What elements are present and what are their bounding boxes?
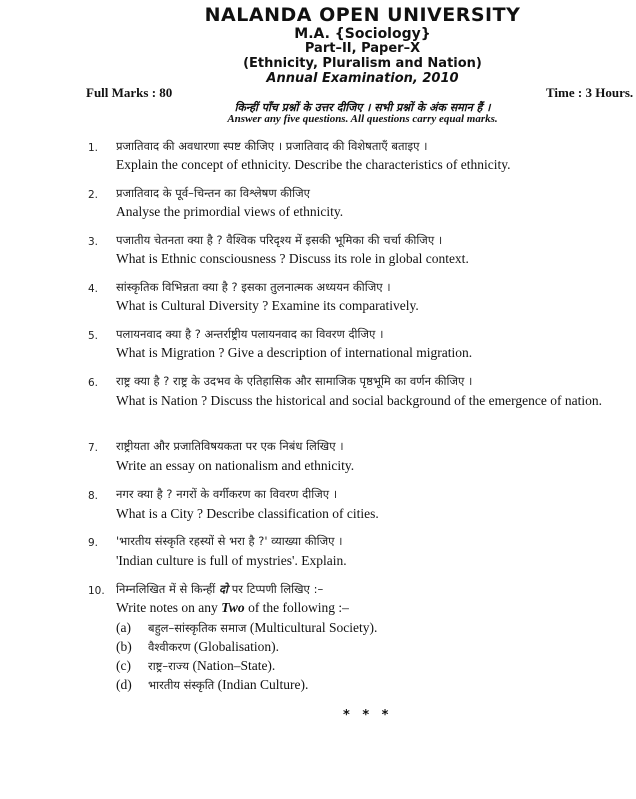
item-letter: (a) bbox=[116, 620, 131, 635]
question-hindi: 'भारतीय संस्कृति रहस्यों से भरा है ?' व्याख्या कीजिए । bbox=[116, 534, 343, 548]
exam-title: Annual Examination, 2010 bbox=[266, 71, 459, 86]
paper-part: Part–II, Paper–X bbox=[304, 41, 421, 56]
time-allowed: Time : 3 Hours. bbox=[546, 85, 634, 100]
question-hindi: सांस्कृतिक विभिन्नता क्या है ? इसका तुलनात्मक अध्ययन कीजिए । bbox=[116, 280, 391, 294]
question-hindi: पलायनवाद क्या है ? अन्तर्राष्ट्रीय पलायनवाद का विवरण दीजिए । bbox=[116, 327, 384, 341]
question-number: 8. bbox=[88, 490, 99, 502]
item-text: वैश्वीकरण (Globalisation). bbox=[148, 639, 279, 654]
question-number: 10. bbox=[88, 585, 105, 597]
question-english: What is Ethnic consciousness ? Discuss its role in global context. bbox=[116, 251, 469, 266]
university-name: NALANDA OPEN UNIVERSITY bbox=[204, 4, 521, 26]
question-english: What is Migration ? Give a description of international migration. bbox=[116, 345, 473, 360]
question-hindi: राष्ट्र क्या है ? राष्ट्र के उदभव के एतिहासिक और सामाजिक पृष्ठभूमि का वर्णन कीजिए । bbox=[116, 374, 473, 388]
item-letter: (c) bbox=[116, 658, 131, 673]
end-marker: * * * bbox=[343, 708, 393, 723]
question-number: 3. bbox=[88, 236, 99, 248]
item-text: भारतीय संस्कृति (Indian Culture). bbox=[148, 677, 309, 692]
question-number: 4. bbox=[88, 283, 99, 295]
instruction-english: Answer any five questions. All questions carry equal marks. bbox=[227, 113, 498, 125]
question-english: What is a City ? Describe classification of cities. bbox=[116, 506, 379, 521]
question-hindi: राष्ट्रीयता और प्रजातिविषयकता पर एक निबंध लिखिए । bbox=[116, 439, 344, 453]
paper-subject: (Ethnicity, Pluralism and Nation) bbox=[243, 56, 482, 71]
instruction-hindi: किन्हीं पाँच प्रश्नों के उत्तर दीजिए । सभी प्रश्नों के अंक समान हैं । bbox=[234, 101, 491, 114]
question-number: 9. bbox=[88, 537, 99, 549]
item-text: राष्ट्र–राज्य (Nation–State). bbox=[148, 658, 276, 673]
question-hindi: पजातीय चेतनता क्या है ? वैश्विक परिदृश्य में इसकी भूमिका की चर्चा कीजिए । bbox=[116, 233, 443, 247]
question-number: 7. bbox=[88, 442, 99, 454]
question-hindi: निम्नलिखित में से किन्हीं दो पर टिप्पणी लिखिए :– bbox=[116, 582, 324, 596]
question-number: 1. bbox=[88, 142, 99, 154]
question-hindi: प्रजातिवाद की अवधारणा स्पष्ट कीजिए । प्रजातिवाद की विशेषताएँ बताइए । bbox=[116, 139, 428, 153]
question-hindi: प्रजातिवाद के पूर्व–चिन्तन का विश्लेषण कीजिए bbox=[116, 186, 310, 200]
full-marks: Full Marks : 80 bbox=[86, 85, 173, 100]
question-english: Analyse the primordial views of ethnicity. bbox=[116, 204, 344, 219]
question-number: 6. bbox=[88, 377, 99, 389]
question-english: Write an essay on nationalism and ethnicity. bbox=[116, 458, 355, 473]
question-english: What is Cultural Diversity ? Examine its comparatively. bbox=[116, 298, 419, 313]
question-english: Explain the concept of ethnicity. Describe the characteristics of ethnicity. bbox=[116, 157, 511, 172]
question-number: 5. bbox=[88, 330, 99, 342]
course-title: M.A. {Sociology} bbox=[294, 26, 431, 42]
question-english: Write notes on any Two of the following :– bbox=[116, 600, 349, 615]
question-english: 'Indian culture is full of mystries'. Explain. bbox=[116, 553, 347, 568]
item-letter: (d) bbox=[116, 677, 132, 692]
item-letter: (b) bbox=[116, 639, 132, 654]
question-number: 2. bbox=[88, 189, 99, 201]
question-hindi: नगर क्या है ? नगरों के वर्गीकरण का विवरण दीजिए । bbox=[116, 487, 338, 501]
item-text: बहुल–सांस्कृतिक समाज (Multicultural Society). bbox=[148, 620, 378, 635]
question-english: What is Nation ? Discuss the historical and social background of the emergence of nation. bbox=[116, 393, 602, 408]
